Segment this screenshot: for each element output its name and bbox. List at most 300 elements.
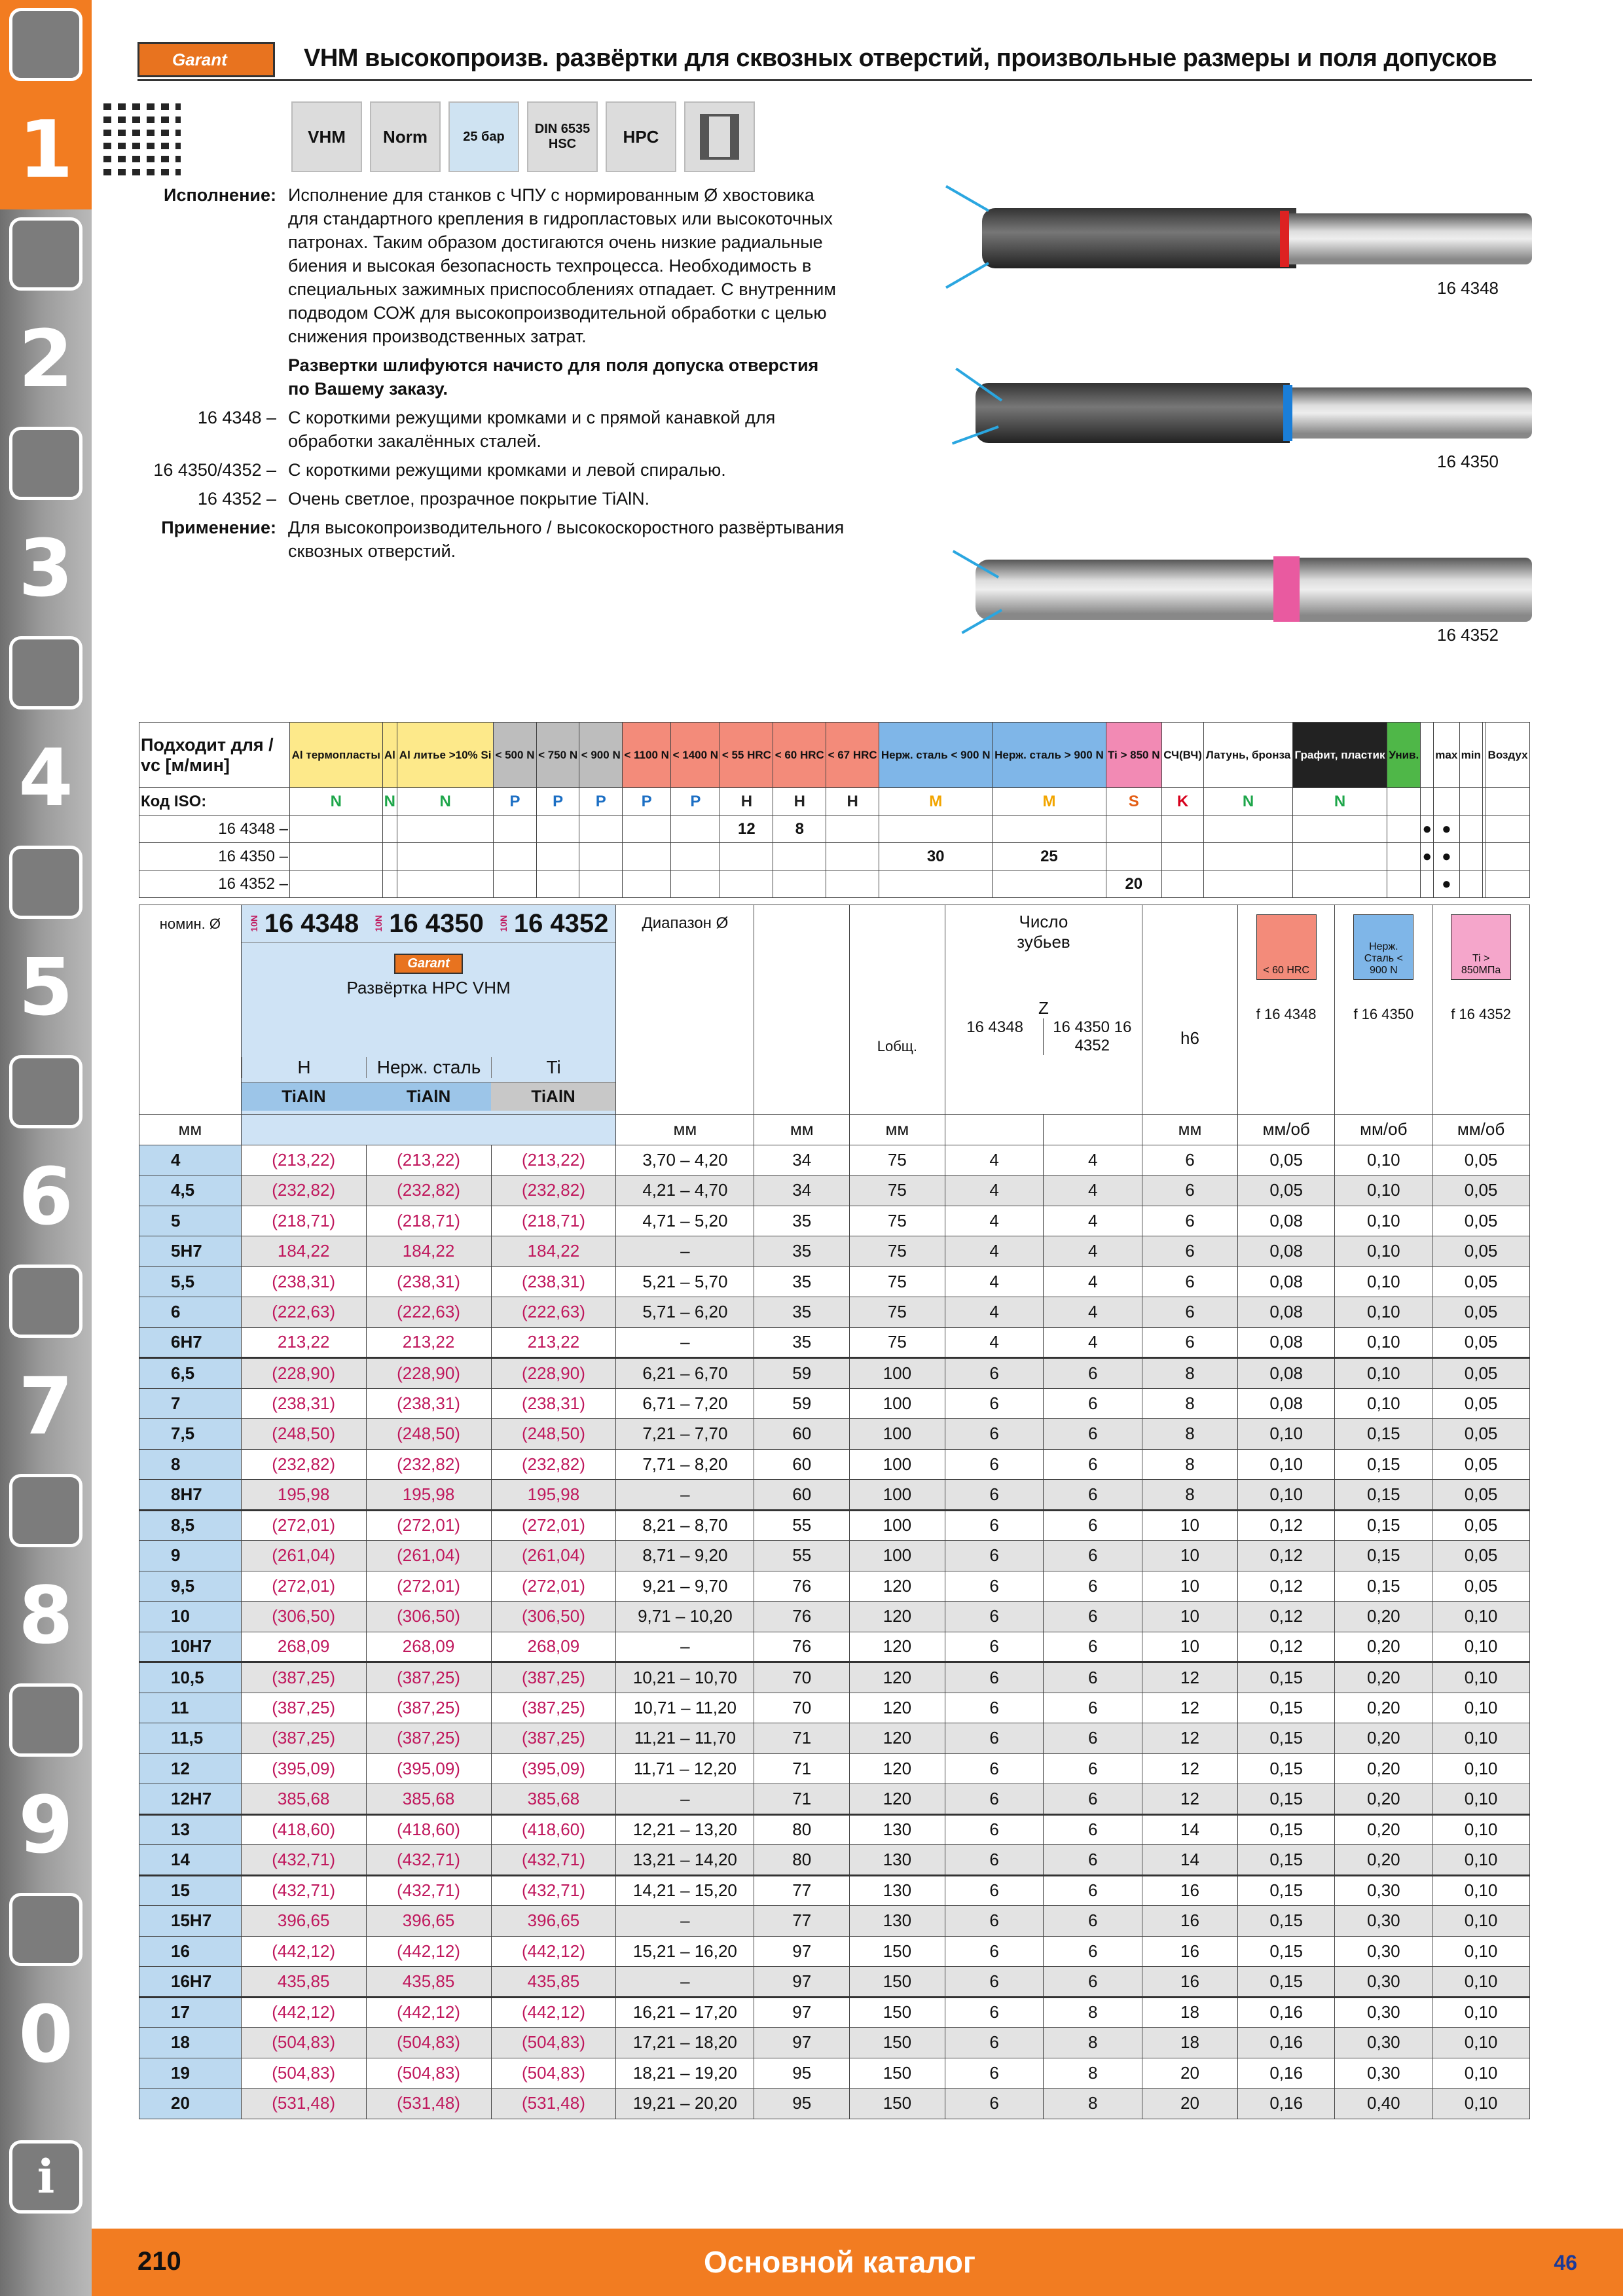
table-cell[interactable]: 195,98	[366, 1480, 491, 1511]
table-cell[interactable]: (395,09)	[366, 1753, 491, 1784]
unit: мм/об	[1432, 1115, 1530, 1145]
table-cell[interactable]: (442,12)	[241, 1936, 366, 1967]
table-cell: 0,20	[1335, 1784, 1432, 1815]
table-cell[interactable]: (272,01)	[366, 1571, 491, 1602]
description-label: Применение:	[161, 518, 276, 537]
nominal-diameter[interactable]: 17	[139, 1997, 242, 2028]
materials-cell	[671, 816, 720, 843]
table-cell[interactable]: (232,82)	[241, 1449, 366, 1480]
table-cell: 0,05	[1432, 1419, 1530, 1450]
table-cell[interactable]: (387,25)	[241, 1693, 366, 1723]
table-row[interactable]	[139, 1784, 1530, 1815]
table-cell[interactable]: (387,25)	[491, 1723, 616, 1754]
iso-code	[1486, 788, 1530, 816]
table-cell: 12	[1142, 1693, 1238, 1723]
table-cell[interactable]: (272,01)	[491, 1510, 616, 1541]
article-head	[241, 905, 616, 1115]
nominal-diameter[interactable]: 12	[139, 1753, 242, 1784]
table-cell[interactable]: (238,31)	[491, 1388, 616, 1419]
unit: мм/об	[1237, 1115, 1335, 1145]
article-number[interactable]: 10N 16 4350	[373, 909, 484, 938]
description-text: С короткими режущими кромками и с прямой канавкой для обработки закалённых сталей.	[288, 408, 776, 451]
nominal-diameter[interactable]: 15H7	[139, 1906, 242, 1937]
norm-badge: Norm	[370, 101, 441, 172]
table-cell[interactable]: (238,31)	[366, 1388, 491, 1419]
table-cell[interactable]: (531,48)	[491, 2089, 616, 2119]
table-cell: 55	[754, 1510, 850, 1541]
table-cell: 6	[1044, 1632, 1142, 1662]
table-cell[interactable]: (213,22)	[491, 1145, 616, 1175]
table-cell: 0,20	[1335, 1814, 1432, 1845]
table-cell[interactable]: (272,01)	[491, 1571, 616, 1602]
table-cell: 6	[945, 1449, 1044, 1480]
table-cell: 16	[1142, 1967, 1238, 1998]
table-cell[interactable]: (222,63)	[241, 1297, 366, 1328]
table-cell[interactable]: (387,25)	[491, 1662, 616, 1693]
table-cell[interactable]: (248,50)	[241, 1419, 366, 1450]
table-cell[interactable]: (261,04)	[491, 1541, 616, 1571]
table-cell: 19,21 – 20,20	[616, 2089, 754, 2119]
table-row[interactable]	[139, 1906, 1530, 1937]
nominal-diameter[interactable]: 15	[139, 1875, 242, 1906]
table-cell: 8	[1142, 1358, 1238, 1389]
materials-cell	[290, 870, 383, 898]
table-cell[interactable]: (248,50)	[366, 1419, 491, 1450]
table-cell: 6	[1044, 1753, 1142, 1784]
table-cell: 4	[945, 1175, 1044, 1206]
table-cell: 0,05	[1432, 1236, 1530, 1267]
sidebar-chapter-9[interactable]	[0, 1676, 92, 1885]
sidebar-chapter-3[interactable]	[0, 419, 92, 628]
table-cell[interactable]: (272,01)	[241, 1571, 366, 1602]
table-cell: 0,12	[1237, 1602, 1335, 1632]
table-cell[interactable]: (387,25)	[366, 1693, 491, 1723]
table-cell[interactable]: (418,60)	[241, 1814, 366, 1845]
table-cell: 0,30	[1335, 2058, 1432, 2089]
material-col: Al термопласты	[290, 723, 383, 788]
table-cell[interactable]: (504,83)	[366, 2028, 491, 2058]
table-cell: 35	[754, 1236, 850, 1267]
table-cell: 16	[1142, 1875, 1238, 1906]
table-cell[interactable]: (213,22)	[241, 1145, 366, 1175]
nominal-diameter[interactable]: 6,5	[139, 1358, 242, 1389]
table-cell[interactable]: 396,65	[366, 1906, 491, 1937]
sidebar-chapter-6[interactable]	[0, 1047, 92, 1257]
table-cell[interactable]: (232,82)	[366, 1449, 491, 1480]
sidebar-chapter-1[interactable]	[0, 0, 92, 209]
table-cell[interactable]: 435,85	[491, 1967, 616, 1998]
table-cell: 0,10	[1432, 1997, 1530, 2028]
table-cell: 0,05	[1432, 1297, 1530, 1328]
table-cell[interactable]: (442,12)	[491, 1936, 616, 1967]
chapter-icon	[9, 427, 82, 500]
table-cell: 6	[1044, 1814, 1142, 1845]
table-cell: 0,05	[1432, 1145, 1530, 1175]
table-row[interactable]	[139, 1814, 1530, 1845]
table-cell[interactable]: 268,09	[491, 1632, 616, 1662]
material-col: max	[1434, 723, 1459, 788]
table-cell[interactable]: (218,71)	[366, 1206, 491, 1236]
table-cell: 6	[945, 1662, 1044, 1693]
product-header-row	[139, 905, 1530, 1115]
table-cell[interactable]: (504,83)	[366, 2058, 491, 2089]
table-cell[interactable]: (442,12)	[241, 1997, 366, 2028]
table-row[interactable]	[139, 1632, 1530, 1662]
materials-cell	[879, 816, 993, 843]
table-cell[interactable]: 213,22	[491, 1327, 616, 1358]
table-cell[interactable]: (218,71)	[491, 1206, 616, 1236]
table-cell: 4,21 – 4,70	[616, 1175, 754, 1206]
table-cell: 0,10	[1432, 2058, 1530, 2089]
nominal-diameter[interactable]: 5	[139, 1206, 242, 1236]
table-cell: 0,05	[1432, 1358, 1530, 1389]
table-cell[interactable]: 184,22	[366, 1236, 491, 1267]
table-cell[interactable]: (232,82)	[491, 1449, 616, 1480]
table-cell[interactable]: 385,68	[241, 1784, 366, 1815]
table-cell: 12	[1142, 1753, 1238, 1784]
materials-cell: 25	[993, 843, 1106, 870]
table-cell: 4	[945, 1145, 1044, 1175]
table-cell[interactable]: 268,09	[366, 1632, 491, 1662]
nominal-diameter[interactable]: 11,5	[139, 1723, 242, 1754]
nominal-diameter[interactable]: 4,5	[139, 1175, 242, 1206]
table-row[interactable]	[139, 1480, 1530, 1511]
table-row[interactable]	[139, 1997, 1530, 2028]
material-col: < 500 N	[494, 723, 537, 788]
table-row[interactable]	[139, 1936, 1530, 1967]
table-cell: 4	[945, 1327, 1044, 1358]
table-cell[interactable]: (238,31)	[241, 1388, 366, 1419]
table-row[interactable]	[139, 1266, 1530, 1297]
table-cell: 6	[945, 1632, 1044, 1662]
table-cell: 35	[754, 1266, 850, 1297]
table-cell[interactable]: 184,22	[241, 1236, 366, 1267]
table-row[interactable]	[139, 1388, 1530, 1419]
table-cell: 8	[1142, 1388, 1238, 1419]
table-row[interactable]	[139, 2028, 1530, 2058]
table-row[interactable]	[139, 1602, 1530, 1632]
table-cell[interactable]: (218,71)	[241, 1206, 366, 1236]
table-cell: 6	[945, 1571, 1044, 1602]
materials-cell	[623, 843, 671, 870]
table-cell[interactable]: (387,25)	[366, 1723, 491, 1754]
table-cell[interactable]: 195,98	[241, 1480, 366, 1511]
materials-cell	[1486, 816, 1530, 843]
table-cell[interactable]: (387,25)	[241, 1723, 366, 1754]
materials-cell	[826, 816, 879, 843]
cutting-length-icon	[754, 905, 850, 1115]
table-cell: 0,15	[1237, 1784, 1335, 1815]
table-cell[interactable]: 213,22	[241, 1327, 366, 1358]
table-cell: 120	[850, 1753, 945, 1784]
table-cell: 35	[754, 1327, 850, 1358]
table-cell[interactable]: (232,82)	[241, 1175, 366, 1206]
table-row[interactable]	[139, 1449, 1530, 1480]
article-number[interactable]: 10N 16 4348	[248, 909, 359, 938]
unit: мм	[754, 1115, 850, 1145]
table-row[interactable]	[139, 2058, 1530, 2089]
materials-cell	[720, 870, 773, 898]
table-cell: 0,15	[1237, 1693, 1335, 1723]
table-cell: 9,21 – 9,70	[616, 1571, 754, 1602]
nominal-diameter[interactable]: 16	[139, 1936, 242, 1967]
table-cell[interactable]: (272,01)	[241, 1510, 366, 1541]
materials-cell	[773, 870, 826, 898]
materials-cell	[1459, 816, 1483, 843]
table-row[interactable]	[139, 1662, 1530, 1693]
chapter-number: 8	[18, 1571, 73, 1662]
table-cell[interactable]: 195,98	[491, 1480, 616, 1511]
materials-cell	[1387, 870, 1421, 898]
table-cell[interactable]: 213,22	[366, 1327, 491, 1358]
chapter-icon	[9, 8, 82, 81]
table-cell[interactable]: (232,82)	[491, 1175, 616, 1206]
table-cell[interactable]: (387,25)	[241, 1662, 366, 1693]
table-cell[interactable]: (504,83)	[491, 2028, 616, 2058]
chapter-icon	[9, 1055, 82, 1128]
description-row	[151, 487, 845, 511]
table-cell[interactable]: (228,90)	[491, 1358, 616, 1389]
table-cell[interactable]: (213,22)	[366, 1145, 491, 1175]
table-row[interactable]	[139, 1875, 1530, 1906]
nominal-diameter[interactable]: 10,5	[139, 1662, 242, 1693]
feed-head: Ti > 850МПа f 16 4352	[1432, 905, 1530, 1115]
materials-cell	[1459, 870, 1483, 898]
table-cell[interactable]: (418,60)	[491, 1814, 616, 1845]
table-cell[interactable]: (432,71)	[366, 1845, 491, 1876]
nominal-diameter[interactable]: 5H7	[139, 1236, 242, 1267]
table-cell[interactable]: (395,09)	[491, 1753, 616, 1784]
table-row[interactable]	[139, 1967, 1530, 1998]
table-cell: 76	[754, 1571, 850, 1602]
table-cell: 17,21 – 18,20	[616, 2028, 754, 2058]
table-cell[interactable]: (504,83)	[241, 2028, 366, 2058]
table-row[interactable]	[139, 1723, 1530, 1754]
table-cell: 75	[850, 1145, 945, 1175]
table-cell: 0,10	[1335, 1358, 1432, 1389]
nominal-diameter[interactable]: 11	[139, 1693, 242, 1723]
table-cell[interactable]: (261,04)	[366, 1541, 491, 1571]
table-cell: –	[616, 1906, 754, 1937]
table-cell: 0,05	[1432, 1449, 1530, 1480]
table-cell: 0,15	[1237, 1875, 1335, 1906]
nominal-diameter[interactable]: 12H7	[139, 1784, 242, 1815]
table-cell[interactable]: (238,31)	[241, 1266, 366, 1297]
table-cell[interactable]: (432,71)	[491, 1875, 616, 1906]
nominal-diameter[interactable]: 6H7	[139, 1327, 242, 1358]
table-cell[interactable]: (531,48)	[366, 2089, 491, 2119]
table-cell: 0,10	[1432, 1723, 1530, 1754]
table-cell[interactable]: (222,63)	[366, 1297, 491, 1328]
description-row	[151, 406, 845, 453]
table-cell: 6	[945, 1906, 1044, 1937]
table-cell[interactable]: (387,25)	[491, 1693, 616, 1723]
materials-row	[139, 870, 1530, 898]
table-cell[interactable]: (504,83)	[241, 2058, 366, 2089]
table-row[interactable]	[139, 1145, 1530, 1175]
material-col: Al литье >10% Si	[397, 723, 494, 788]
table-cell: 16,21 – 17,20	[616, 1997, 754, 2028]
nominal-diameter[interactable]: 6	[139, 1297, 242, 1328]
nominal-diameter[interactable]: 8,5	[139, 1510, 242, 1541]
sidebar-chapter-5[interactable]	[0, 838, 92, 1047]
nominal-diameter[interactable]: 8H7	[139, 1480, 242, 1511]
nominal-diameter[interactable]: 9,5	[139, 1571, 242, 1602]
table-row[interactable]	[139, 1693, 1530, 1723]
table-cell: 75	[850, 1327, 945, 1358]
table-cell: 0,30	[1335, 1906, 1432, 1937]
info-icon[interactable]: i	[9, 2140, 82, 2214]
table-cell[interactable]: (306,50)	[241, 1602, 366, 1632]
nominal-diameter[interactable]: 9	[139, 1541, 242, 1571]
nominal-diameter[interactable]: 7	[139, 1388, 242, 1419]
table-cell[interactable]: (531,48)	[241, 2089, 366, 2119]
table-cell: 10	[1142, 1571, 1238, 1602]
table-cell[interactable]: (248,50)	[491, 1419, 616, 1450]
table-cell: 5,21 – 5,70	[616, 1266, 754, 1297]
chapter-icon	[9, 1474, 82, 1547]
nominal-diameter[interactable]: 10	[139, 1602, 242, 1632]
material-group: Нерж. сталь	[366, 1057, 491, 1078]
table-cell[interactable]: (418,60)	[366, 1814, 491, 1845]
nominal-diameter[interactable]: 8	[139, 1449, 242, 1480]
table-row[interactable]	[139, 1236, 1530, 1267]
table-cell: 0,15	[1335, 1480, 1432, 1511]
article-prefix: 10N	[248, 915, 259, 932]
table-cell: 0,08	[1237, 1327, 1335, 1358]
table-cell: 0,10	[1335, 1327, 1432, 1358]
table-cell: 4	[1044, 1175, 1142, 1206]
coating: TiAlN	[242, 1083, 367, 1111]
table-cell[interactable]: (442,12)	[366, 1997, 491, 2028]
table-cell[interactable]: (432,71)	[241, 1845, 366, 1876]
table-cell[interactable]: 385,68	[491, 1784, 616, 1815]
table-cell: 10	[1142, 1541, 1238, 1571]
table-row[interactable]	[139, 1541, 1530, 1571]
table-cell[interactable]: (222,63)	[491, 1297, 616, 1328]
table-cell[interactable]: (432,71)	[491, 1845, 616, 1876]
table-row[interactable]	[139, 1753, 1530, 1784]
units-row	[139, 1115, 1530, 1145]
table-cell[interactable]: 184,22	[491, 1236, 616, 1267]
materials-cell	[1161, 816, 1203, 843]
nominal-diameter[interactable]: 13	[139, 1814, 242, 1845]
table-cell[interactable]: (432,71)	[241, 1875, 366, 1906]
table-cell: 0,10	[1432, 1662, 1530, 1693]
table-cell[interactable]: (432,71)	[366, 1875, 491, 1906]
table-cell[interactable]: 396,65	[241, 1906, 366, 1937]
description-label	[151, 353, 288, 401]
sidebar-chapter-2[interactable]	[0, 209, 92, 419]
table-cell: 0,15	[1237, 1906, 1335, 1937]
sidebar-chapter-0[interactable]	[0, 1885, 92, 2094]
table-cell: 8,21 – 8,70	[616, 1510, 754, 1541]
table-cell: 0,15	[1237, 1936, 1335, 1967]
table-cell: 100	[850, 1449, 945, 1480]
table-cell[interactable]: (232,82)	[366, 1175, 491, 1206]
table-cell[interactable]: 268,09	[241, 1632, 366, 1662]
sidebar-chapter-4[interactable]	[0, 628, 92, 838]
table-cell: 6	[1044, 1693, 1142, 1723]
sidebar-chapter-7[interactable]	[0, 1257, 92, 1466]
table-cell: 0,16	[1237, 1997, 1335, 2028]
table-row[interactable]	[139, 1510, 1530, 1541]
nominal-diameter[interactable]: 16H7	[139, 1967, 242, 1998]
table-cell: 100	[850, 1388, 945, 1419]
table-cell[interactable]: (387,25)	[366, 1662, 491, 1693]
table-row[interactable]	[139, 1206, 1530, 1236]
table-cell[interactable]: (228,90)	[241, 1358, 366, 1389]
materials-cell	[671, 843, 720, 870]
table-row[interactable]	[139, 1845, 1530, 1876]
table-cell[interactable]: (238,31)	[491, 1266, 616, 1297]
table-cell[interactable]: (504,83)	[491, 2058, 616, 2089]
table-cell[interactable]: 435,85	[366, 1967, 491, 1998]
table-cell[interactable]: (272,01)	[366, 1510, 491, 1541]
table-row[interactable]	[139, 1419, 1530, 1450]
table-row[interactable]	[139, 1571, 1530, 1602]
nominal-diameter[interactable]: 7,5	[139, 1419, 242, 1450]
material-col: Нерж. сталь > 900 N	[993, 723, 1106, 788]
table-cell[interactable]: (442,12)	[491, 1997, 616, 2028]
materials-cell	[1106, 843, 1161, 870]
table-cell: 76	[754, 1632, 850, 1662]
nominal-diameter[interactable]: 20	[139, 2089, 242, 2119]
nominal-diameter[interactable]: 5,5	[139, 1266, 242, 1297]
nominal-diameter[interactable]: 18	[139, 2028, 242, 2058]
table-cell[interactable]: (306,50)	[491, 1602, 616, 1632]
table-cell: 9,71 – 10,20	[616, 1602, 754, 1632]
table-cell: 0,10	[1432, 1936, 1530, 1967]
table-cell[interactable]: (306,50)	[366, 1602, 491, 1632]
table-row[interactable]	[139, 1327, 1530, 1358]
table-cell: 0,16	[1237, 2058, 1335, 2089]
nominal-diameter[interactable]: 19	[139, 2058, 242, 2089]
table-cell: 6	[1044, 1967, 1142, 1998]
nominal-diameter[interactable]: 14	[139, 1845, 242, 1876]
table-row[interactable]	[139, 1297, 1530, 1328]
table-cell: 13,21 – 14,20	[616, 1845, 754, 1876]
feed-head: < 60 HRC f 16 4348	[1237, 905, 1335, 1115]
materials-cell: ●	[1421, 843, 1434, 870]
article-number[interactable]: 10N 16 4352	[498, 909, 609, 938]
table-cell[interactable]: (442,12)	[366, 1936, 491, 1967]
table-cell[interactable]: 435,85	[241, 1967, 366, 1998]
table-cell[interactable]: (228,90)	[366, 1358, 491, 1389]
nominal-diameter[interactable]: 4	[139, 1145, 242, 1175]
table-cell: 16	[1142, 1936, 1238, 1967]
material-col: Латунь, бронза	[1204, 723, 1293, 788]
table-cell: 95	[754, 2058, 850, 2089]
table-row[interactable]	[139, 2089, 1530, 2119]
table-cell[interactable]: 396,65	[491, 1906, 616, 1937]
table-cell: 10,71 – 11,20	[616, 1693, 754, 1723]
table-cell[interactable]: (261,04)	[241, 1541, 366, 1571]
table-cell[interactable]: (395,09)	[241, 1753, 366, 1784]
table-cell: 0,30	[1335, 1967, 1432, 1998]
table-cell[interactable]: (238,31)	[366, 1266, 491, 1297]
sidebar-chapter-8[interactable]	[0, 1466, 92, 1676]
materials-cell: ●	[1434, 843, 1459, 870]
table-cell: 6	[1044, 1449, 1142, 1480]
materials-row-label: 16 4348 –	[139, 816, 290, 843]
feature-badges	[291, 101, 755, 172]
table-cell[interactable]: 385,68	[366, 1784, 491, 1815]
table-row[interactable]	[139, 1358, 1530, 1389]
table-row[interactable]	[139, 1175, 1530, 1206]
nominal-diameter[interactable]: 10H7	[139, 1632, 242, 1662]
table-cell: 8	[1044, 2089, 1142, 2119]
